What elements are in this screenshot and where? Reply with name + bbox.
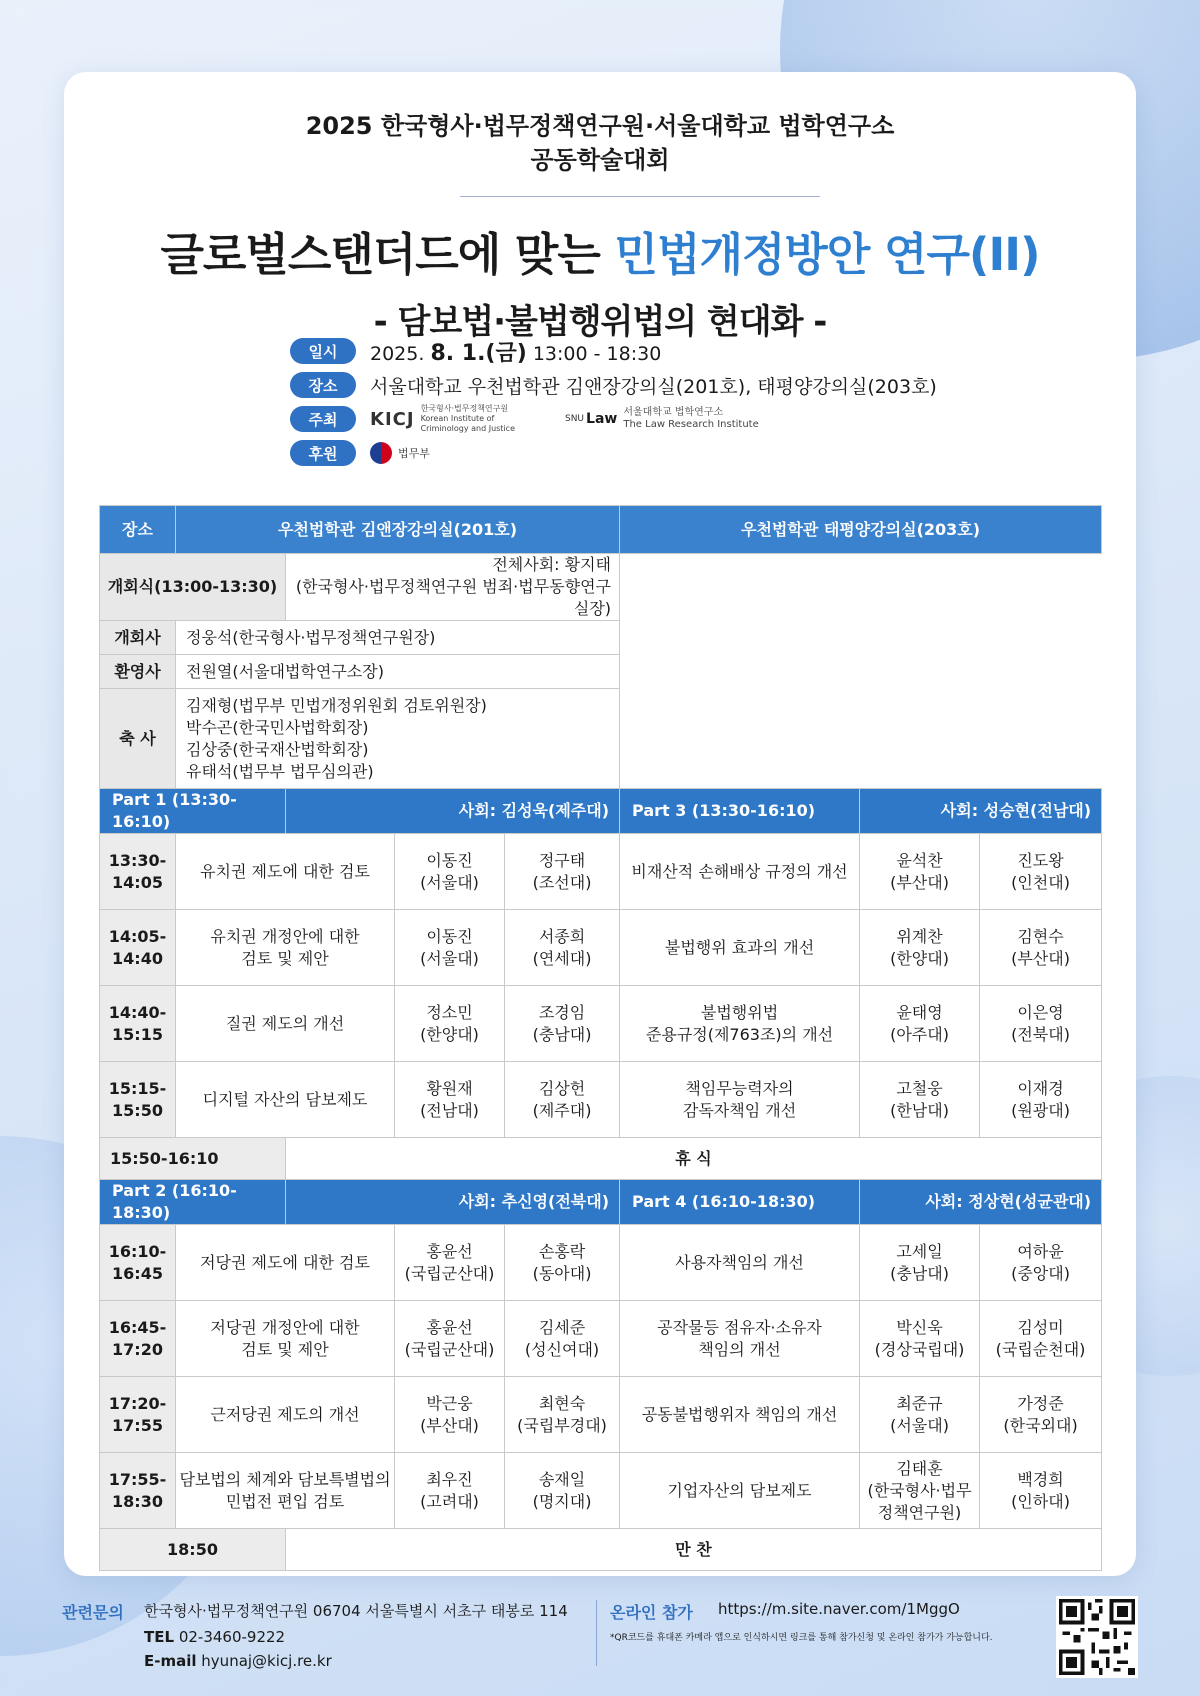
- presenter-a: 황원재 (전남대): [395, 1062, 505, 1138]
- session-row: [100, 1225, 1102, 1301]
- discussant-b: 백경희 (인하대): [980, 1453, 1102, 1529]
- event-type: 공동학술대회: [530, 146, 670, 174]
- presenter-a: 이동진 (서울대): [395, 910, 505, 986]
- schedule-table: [99, 505, 1102, 1571]
- dinner-row: 18:50 만 찬: [100, 1529, 1102, 1571]
- discussant-b: 가정준 (한국외대): [980, 1377, 1102, 1453]
- subtitle: - 담보법·불법행위법의 현대화 -: [373, 302, 827, 342]
- presenter-a: 홍윤선 (국립군산대): [395, 1225, 505, 1301]
- discussant-a: 정구태 (조선대): [505, 834, 620, 910]
- topic-a: 담보법의 체계와 담보특별법의 민법전 편입 검토: [176, 1453, 395, 1529]
- discussant-a: 손홍락 (동아대): [505, 1225, 620, 1301]
- session-row: [100, 1062, 1102, 1138]
- session-time: 14:05- 14:40: [100, 910, 176, 986]
- topic-b: 책임무능력자의 감독자책임 개선: [620, 1062, 860, 1138]
- session-row: [100, 986, 1102, 1062]
- discussant-a: 서종희 (연세대): [505, 910, 620, 986]
- discussant-a: 김상헌 (제주대): [505, 1062, 620, 1138]
- discussant-b: 이재경 (원광대): [980, 1062, 1102, 1138]
- topic-b: 불법행위법 준용규정(제763조)의 개선: [620, 986, 860, 1062]
- presenter-b: 김태훈 (한국형사·법무 정책연구원): [860, 1453, 980, 1529]
- place-pill: 장소: [290, 372, 356, 398]
- info-place: 장소 서울대학교 우천법학관 김앤장강의실(201호), 태평양강의실(203호): [290, 370, 937, 400]
- break-row: 15:50-16:10 휴 식: [100, 1138, 1102, 1180]
- discussant-a: 송재일 (명지대): [505, 1453, 620, 1529]
- presenter-b: 최준규 (서울대): [860, 1377, 980, 1453]
- session-time: 17:55- 18:30: [100, 1453, 176, 1529]
- presenter-b: 윤석찬 (부산대): [860, 834, 980, 910]
- session-row: [100, 910, 1102, 986]
- topic-a: 저당권 제도에 대한 검토: [176, 1225, 395, 1301]
- session-row: [100, 1453, 1102, 1529]
- discussant-a: 조경임 (충남대): [505, 986, 620, 1062]
- footer-divider: [596, 1600, 597, 1666]
- discussant-b: 이은영 (전북대): [980, 986, 1102, 1062]
- part1-3-header: Part 1 (13:30-16:10) 사회: 김성욱(제주대) Part 3 (13:30-16:10) 사회: 성승현(전남대): [100, 789, 1102, 834]
- session-time: 16:45- 17:20: [100, 1301, 176, 1377]
- online-url-link[interactable]: https://m.site.naver.com/1MggO: [718, 1600, 960, 1618]
- date-pill: 일시: [290, 338, 356, 364]
- welcome-row: 환영사 전원열(서울대법학연구소장): [100, 655, 1102, 689]
- footer: 관련문의 한국형사·법무정책연구원 06704 서울특별시 서초구 태봉로 114 TEL 02-3460-9222 E-mail hyunaj@kicj.re.kr 온라인 참가 https://m.site.naver.com/1MggO *QR코드를 휴대폰 카메라 앱으로 인식하시면 링크를 통해 참가신청 및 온라인 참가가 가능합니다.: [0, 1596, 1200, 1696]
- topic-a: 근저당권 제도의 개선: [176, 1377, 395, 1453]
- info-sponsor: 후원 법무부: [290, 438, 430, 468]
- info-date: 일시 2025. 8. 1.(금) 13:00 - 18:30: [290, 336, 661, 366]
- presenter-a: 홍윤선 (국립군산대): [395, 1301, 505, 1377]
- discussant-a: 최현숙 (국립부경대): [505, 1377, 620, 1453]
- session-time: 17:20- 17:55: [100, 1377, 176, 1453]
- topic-b: 불법행위 효과의 개선: [620, 910, 860, 986]
- session-row: [100, 1377, 1102, 1453]
- discussant-b: 김현수 (부산대): [980, 910, 1102, 986]
- presenter-a: 이동진 (서울대): [395, 834, 505, 910]
- discussant-b: 김성미 (국립순천대): [980, 1301, 1102, 1377]
- qr-code-icon[interactable]: [1056, 1596, 1138, 1678]
- room1-header: 우천법학관 김앤장강의실(201호): [176, 506, 620, 554]
- discussant-a: 김세준 (성신여대): [505, 1301, 620, 1377]
- presenter-b: 위계찬 (한양대): [860, 910, 980, 986]
- congrats-row: 축 사 김재형(법무부 민법개정위원회 검토위원장) 박수곤(한국민사법학회장) 김상중(한국재산법학회장) 유태석(법무부 법무심의관): [100, 689, 1102, 789]
- government-emblem-icon: [370, 442, 392, 464]
- info-host: [290, 404, 759, 434]
- presenter-a: 정소민 (한양대): [395, 986, 505, 1062]
- session-row: [100, 834, 1102, 910]
- presenter-b: 윤태영 (아주대): [860, 986, 980, 1062]
- topic-a: 저당권 개정안에 대한 검토 및 제안: [176, 1301, 395, 1377]
- opening-row: 개회식(13:00-13:30) 전체사회: 황지태 (한국형사·법무정책연구원 범죄·법무동향연구실장): [100, 554, 1102, 621]
- topic-a: 유치권 개정안에 대한 검토 및 제안: [176, 910, 395, 986]
- sponsor-pill: 후원: [290, 440, 356, 466]
- topic-a: 유치권 제도에 대한 검토: [176, 834, 395, 910]
- session-time: 15:15- 15:50: [100, 1062, 176, 1138]
- room2-header: 우천법학관 태평양강의실(203호): [620, 506, 1102, 554]
- opening-speech-row: 개회사 정웅석(한국형사·법무정책연구원장): [100, 621, 1102, 655]
- session-time: 13:30- 14:05: [100, 834, 176, 910]
- topic-b: 기업자산의 담보제도: [620, 1453, 860, 1529]
- topic-a: 질권 제도의 개선: [176, 986, 395, 1062]
- poster-card: [64, 72, 1136, 1576]
- topic-b: 사용자책임의 개선: [620, 1225, 860, 1301]
- presenter-a: 최우진 (고려대): [395, 1453, 505, 1529]
- presenter-b: 박신욱 (경상국립대): [860, 1301, 980, 1377]
- presenter-b: 고세일 (충남대): [860, 1225, 980, 1301]
- topic-b: 공동불법행위자 책임의 개선: [620, 1377, 860, 1453]
- organizers-line: 2025 한국형사·법무정책연구원·서울대학교 법학연구소: [305, 112, 895, 140]
- table-header: 장소 우천법학관 김앤장강의실(201호) 우천법학관 태평양강의실(203호): [100, 506, 1102, 554]
- host-pill: 주최: [290, 406, 356, 432]
- kicj-logo: KICJ 한국형사·법무정책연구원 Korean Institute of Criminology and Justice: [370, 404, 515, 433]
- snu-law-logo: SNU Law 서울대학교 법학연구소 The Law Research Institute: [564, 407, 759, 430]
- topic-b: 비재산적 손해배상 규정의 개선: [620, 834, 860, 910]
- main-title: 글로벌스탠더드에 맞는 민법개정방안 연구(II): [160, 228, 1040, 281]
- discussant-b: 진도왕 (인천대): [980, 834, 1102, 910]
- session-row: [100, 1301, 1102, 1377]
- topic-a: 디지털 자산의 담보제도: [176, 1062, 395, 1138]
- session-time: 16:10- 16:45: [100, 1225, 176, 1301]
- part2-4-header: Part 2 (16:10-18:30) 사회: 추신영(전북대) Part 4 (16:10-18:30) 사회: 정상현(성균관대): [100, 1180, 1102, 1225]
- presenter-b: 고철웅 (한남대): [860, 1062, 980, 1138]
- header-divider: [460, 196, 820, 197]
- presenter-a: 박근웅 (부산대): [395, 1377, 505, 1453]
- session-time: 14:40- 15:15: [100, 986, 176, 1062]
- discussant-b: 여하윤 (중앙대): [980, 1225, 1102, 1301]
- topic-b: 공작물등 점유자·소유자 책임의 개선: [620, 1301, 860, 1377]
